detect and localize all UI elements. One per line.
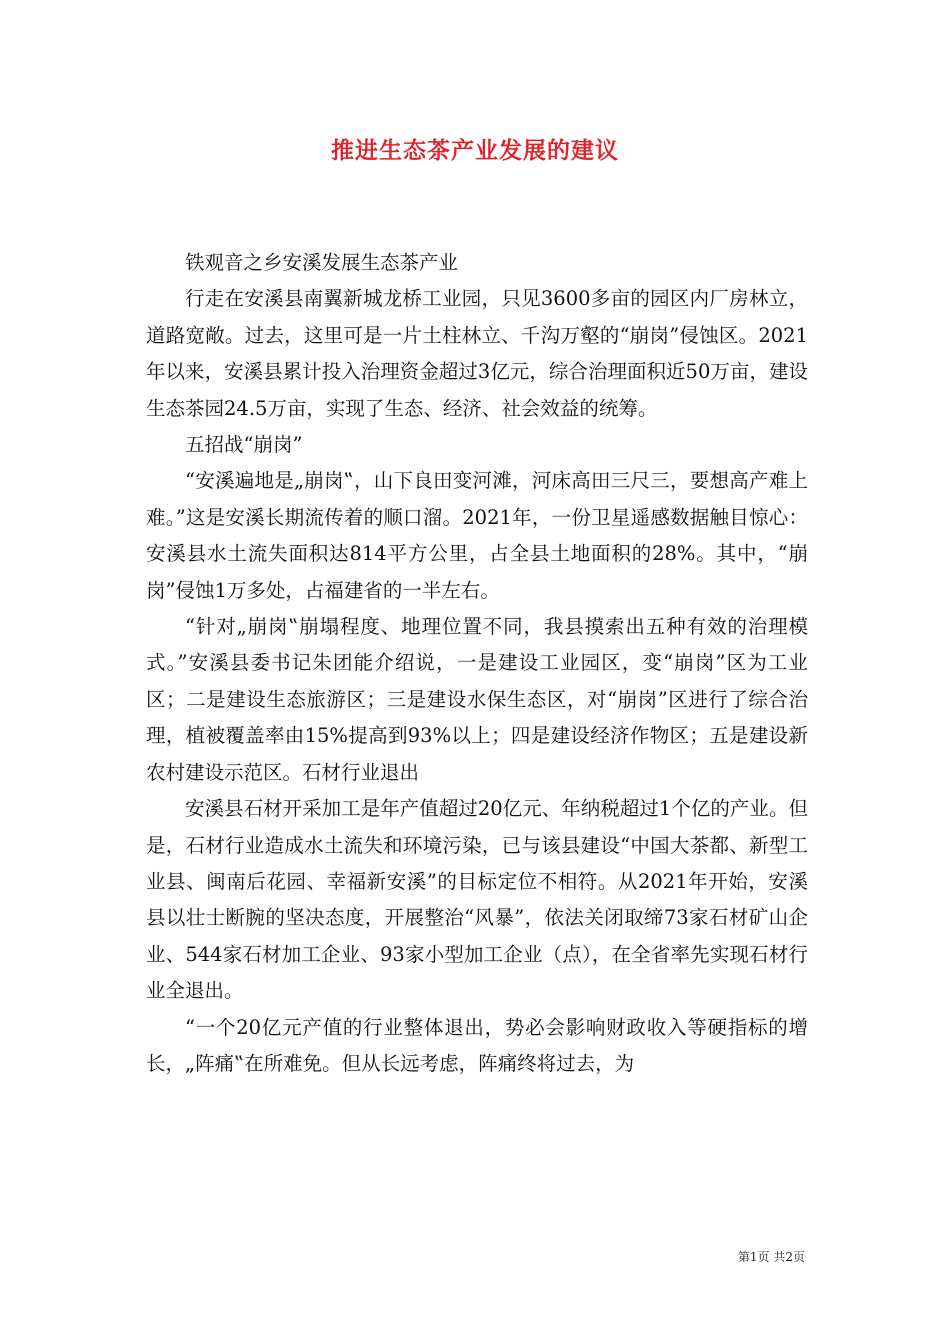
paragraph: 铁观音之乡安溪发展生态茶产业 bbox=[185, 251, 459, 274]
paragraph: 五招战“崩岗” bbox=[185, 433, 303, 457]
paragraph: 行走在安溪县南翼新城龙桥工业园，只见3600多亩的园区内厂房林立，道路宽敞。过去，这里可是一片土柱林立、千沟万壑的“崩岗”侵蚀区。2021年以来，安溪县累计投入治理资金超过3亿元，综合治理面积近50万亩，建设生态茶园24.5万亩，实现了生态、经济、社会效益的统筹。 bbox=[146, 287, 808, 420]
paragraph: “安溪遍地是„崩岗‟，山下良田变河滩，河床高田三尺三，要想高产难上难。”这是安溪长期流传着的顺口溜。2021年，一份卫星遥感数据触目惊心：安溪县水土流失面积达814平方公里，占全县土地面积的28%。其中，“崩岗”侵蚀1万多处，占福建省的一半左右。 bbox=[146, 469, 808, 602]
page-number-footer: 第1页 共2页 bbox=[737, 1250, 805, 1264]
document-title: 推进生态茶产业发展的建议 bbox=[331, 137, 619, 164]
paragraph: “针对„崩岗‟崩塌程度、地理位置不同，我县摸索出五种有效的治理模式。”安溪县委书记朱团能介绍说，一是建设工业园区，变“崩岗”区为工业区；二是建设生态旅游区；三是建设水保生态区，对“崩岗”区进行了综合治理，植被覆盖率由15%提高到93%以上；四是建设经济作物区；五是建设新农村建设示范区。石材行业退出 bbox=[146, 615, 808, 784]
document-body bbox=[146, 245, 808, 1082]
paragraph: “一个20亿元产值的行业整体退出，势必会影响财政收入等硬指标的增长，„阵痛‟在所难免。但从长远考虑，阵痛终将过去，为 bbox=[146, 1015, 808, 1075]
paragraph: 安溪县石材开采加工是年产值超过20亿元、年纳税超过1个亿的产业。但是，石材行业造成水土流失和环境污染，已与该县建设“中国大茶都、新型工业县、闽南后花园、幸福新安溪”的目标定位不相符。从2021年开始，安溪县以壮士断腕的坚决态度，开展整治“风暴”，依法关闭取缔73家石材矿山企业、544家石材加工企业、93家小型加工企业（点），在全省率先实现石材行业全退出。 bbox=[146, 797, 808, 1003]
